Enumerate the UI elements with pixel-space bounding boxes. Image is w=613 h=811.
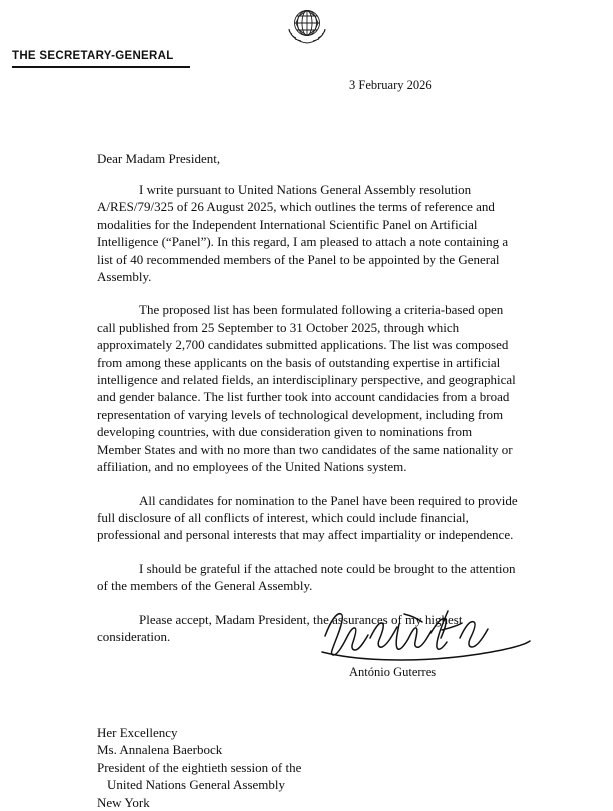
letter-paragraph: The proposed list has been formulated following a criteria-based open call published from 25 September to 31 October 2025, through which approximately 2,700 candidates submitted applications. The list was composed from among these applicants on the basis of outstanding expertise in artificial intelligence and related fields, an interdisciplinary perspective, and geographical and gender balance. The list further took into account candidacies from a broad representation of varying levels of technological development, including from developing countries, with due consideration given to nominations from Member States and with no more than two candidates of the same nationality or affiliation, and no employees of the United Nations system.: [97, 302, 516, 475]
addressee-line: New York: [97, 794, 150, 810]
letter-paragraph: All candidates for nomination to the Panel have been required to provide full disclosure of all conflicts of interest, which could include financial, professional and personal interests that may affect impartiality or independence.: [97, 492, 518, 543]
letter-paragraph: I write pursuant to United Nations General Assembly resolution A/RES/79/325 of 26 August 2025, which outlines the terms of reference and modalities for the Independent International Scientific Panel on Artificial Intelligence (“Panel”). In this regard, I am pleased to attach a note containing a list of 40 recommended members of the Panel to be appointed by the General Assembly.: [97, 182, 509, 285]
addressee-line: Ms. Annalena Baerbock: [97, 742, 223, 758]
letterhead-title: THE SECRETARY-GENERAL: [12, 50, 174, 62]
letter-body: [97, 181, 519, 645]
un-emblem-icon: [284, 6, 330, 46]
letter-paragraph: I should be grateful if the attached note could be brought to the attention of the members of the General Assembly.: [97, 560, 516, 594]
letter-date: 3 February 2026: [349, 78, 432, 92]
addressee-line: United Nations General Assembly: [107, 777, 285, 793]
addressee-line: President of the eightieth session of the: [97, 759, 302, 775]
letter-salutation: Dear Madam President,: [97, 151, 221, 166]
addressee-line: Her Excellency: [97, 725, 178, 740]
addressee-block: [97, 724, 301, 811]
letter-paragraph: Please accept, Madam President, the assurances of my highest consideration.: [97, 611, 463, 644]
signature-name: António Guterres: [349, 665, 437, 679]
letterhead-divider: [12, 66, 190, 68]
